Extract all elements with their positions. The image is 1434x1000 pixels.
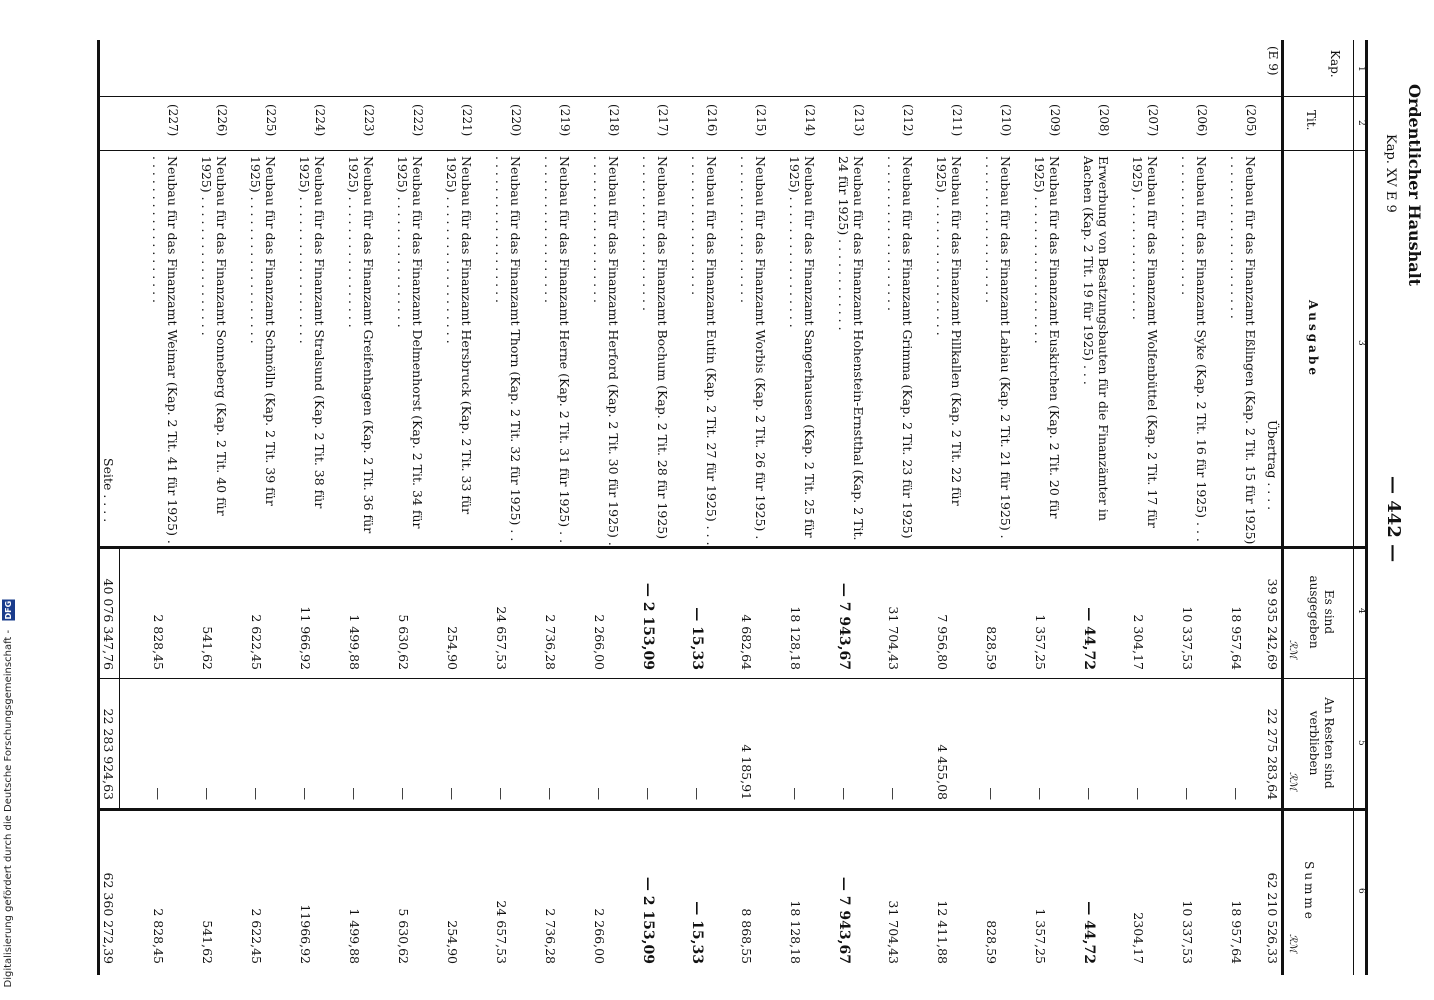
row-summe: 828,59 bbox=[984, 920, 999, 964]
row-description: Neubau für das Finanzamt Sonneberg (Kap. 2 Tit. 40 für 1925) . . . . . . . . . . . . . . . . . . bbox=[199, 156, 229, 516]
row-ausgegeben: — 44,72 bbox=[1081, 607, 1097, 670]
row-summe: 10 337,53 bbox=[1180, 900, 1195, 964]
column-number: 5 bbox=[1356, 740, 1366, 746]
row-description: Neubau für das Finanzamt Worbis (Kap. 2 Tit. 26 für 1925) . . . . . . . . . . . . . . . . . . . . bbox=[738, 156, 768, 540]
unit-label: ℛℳ bbox=[1287, 640, 1298, 659]
row-reste: — bbox=[886, 787, 901, 800]
row-description: Neubau für das Finanzamt Thorn (Kap. 2 Tit. 32 für 1925) . . . . . . . . . . . . . . . . . . . . . bbox=[493, 156, 523, 542]
row-summe: — 7 943,67 bbox=[836, 876, 852, 964]
row-description: Neubau für das Finanzamt Euskirchen (Kap. 2 Tit. 20 für 1925) . . . . . . . . . . . . . . . . . . . bbox=[1032, 156, 1062, 519]
row-description: Neubau für das Finanzamt Stralsund (Kap. 2 Tit. 38 für 1925) . . . . . . . . . . . . . . . . . . . bbox=[297, 156, 327, 509]
row-ausgegeben: 4 682,64 bbox=[739, 614, 754, 670]
row-reste: — bbox=[1229, 787, 1244, 800]
row-reste: — bbox=[200, 787, 215, 800]
row-description: Neubau für das Finanzamt Syke (Kap. 2 Tit. 16 für 1925) . . . . . . . . . . . . . . . . . . . . . bbox=[1179, 156, 1209, 542]
row-title-number: (210) bbox=[999, 104, 1013, 137]
row-reste: — bbox=[298, 787, 313, 800]
column-divider bbox=[100, 678, 1368, 679]
row-description: Neubau für das Finanzamt Herford (Kap. 2 Tit. 30 für 1925) . . . . . . . . . . . . . . . . . . . . bbox=[591, 156, 621, 546]
row-summe: 12 411,88 bbox=[935, 900, 950, 964]
row-ausgegeben: — 15,33 bbox=[689, 607, 705, 670]
row-title-number: (219) bbox=[558, 104, 572, 137]
row-description: Neubau für das Finanzamt Schmölln (Kap. 2 Tit. 39 für 1925) . . . . . . . . . . . . . . . . . . . bbox=[248, 156, 278, 506]
dfg-logo: DFG bbox=[4, 601, 13, 620]
row-description: Neubau für das Finanzamt Delmenhorst (Kap. 2 Tit. 34 für 1925) . . . . . . . . . . . . . . . . . bbox=[395, 156, 425, 529]
row-reste: — bbox=[837, 787, 852, 800]
row-description: Neubau für das Finanzamt Bochum (Kap. 2 Tit. 28 für 1925) . . . . . . . . . . . . . . . . . . . . bbox=[640, 156, 670, 540]
row-title-number: (208) bbox=[1097, 104, 1111, 137]
row-summe: 24 657,53 bbox=[494, 900, 509, 964]
header-subtitle: Kap. XV E 9 bbox=[1383, 134, 1398, 213]
row-reste: — bbox=[1131, 787, 1146, 800]
row-description: Neubau für das Finanzamt Eßlingen (Kap. 2 Tit. 15 für 1925) . . . . . . . . . . . . . . . . . . . . . bbox=[1228, 156, 1258, 545]
table-bottom-rule bbox=[97, 40, 100, 975]
row-title-number: (213) bbox=[852, 104, 866, 137]
seite-summe: 62 360 272,39 bbox=[101, 872, 116, 964]
row-summe: 2 736,28 bbox=[543, 908, 558, 964]
row-summe: — 15,33 bbox=[689, 901, 705, 964]
row-title-number: (227) bbox=[166, 104, 180, 137]
seite-rule bbox=[119, 546, 120, 808]
kap-label: (E 9) bbox=[1266, 46, 1280, 76]
table-top-rule bbox=[1365, 40, 1368, 975]
row-title-number: (225) bbox=[264, 104, 278, 137]
row-summe: 254,90 bbox=[445, 920, 460, 964]
row-reste: — bbox=[151, 787, 166, 800]
row-ausgegeben: 24 657,53 bbox=[494, 606, 509, 670]
row-description: Neubau für das Finanzamt Pillkallen (Kap. 2 Tit. 22 für 1925) . . . . . . . . . . . . . . . . . . bbox=[934, 156, 964, 506]
row-description: Neubau für das Finanzamt Hohenstein-Ernstthal (Kap. 2 Tit. 24 für 1925) . . . . . . . . . . . . bbox=[836, 156, 866, 541]
row-reste: 4 455,08 bbox=[935, 744, 950, 800]
row-title-number: (217) bbox=[656, 104, 670, 137]
row-reste: — bbox=[788, 787, 803, 800]
row-title-number: (218) bbox=[607, 104, 621, 137]
row-summe: 2 266,00 bbox=[592, 908, 607, 964]
row-description: Erwerbung von Besatzungsbauten für die Finanzämter in Aachen (Kap. 2 Tit. 19 für 1925) . . . bbox=[1081, 156, 1111, 521]
column-number: 6 bbox=[1356, 888, 1366, 894]
row-reste: — bbox=[984, 787, 999, 800]
row-ausgegeben: 2 622,45 bbox=[249, 614, 264, 670]
row-summe: 1 357,25 bbox=[1033, 908, 1048, 964]
row-ausgegeben: 2 266,00 bbox=[592, 614, 607, 670]
row-title-number: (209) bbox=[1048, 104, 1062, 137]
row-reste: — bbox=[641, 787, 656, 800]
row-summe: 18 128,18 bbox=[788, 900, 803, 964]
row-title-number: (212) bbox=[901, 104, 915, 137]
row-title-number: (206) bbox=[1195, 104, 1209, 137]
row-title-number: (222) bbox=[411, 104, 425, 137]
row-summe: 2304,17 bbox=[1131, 912, 1146, 964]
row-reste: — bbox=[347, 787, 362, 800]
row-reste: — bbox=[445, 787, 460, 800]
row-ausgegeben: 18 128,18 bbox=[788, 606, 803, 670]
row-title-number: (224) bbox=[313, 104, 327, 137]
column-number: 1 bbox=[1356, 66, 1366, 72]
row-description: Neubau für das Finanzamt Eutin (Kap. 2 Tit. 27 für 1925) . . . . . . . . . . . . . . . . . . . . . bbox=[689, 156, 719, 546]
row-ausgegeben: 11 966,92 bbox=[298, 606, 313, 670]
row-summe: 2 622,45 bbox=[249, 908, 264, 964]
row-reste: — bbox=[494, 787, 509, 800]
uebertrag-summe: 62 210 526,33 bbox=[1265, 872, 1280, 964]
column-divider bbox=[100, 808, 1368, 811]
seite-ausgegeben: 40 076 347,76 bbox=[101, 578, 116, 670]
row-title-number: (207) bbox=[1146, 104, 1160, 137]
row-ausgegeben: 2 736,28 bbox=[543, 614, 558, 670]
row-ausgegeben: — 7 943,67 bbox=[836, 582, 852, 670]
header-bottom-rule bbox=[1281, 40, 1284, 975]
seite-reste: 22 283 924,63 bbox=[101, 708, 116, 800]
row-title-number: (216) bbox=[705, 104, 719, 137]
header-reste: An Resten sind verblieben bbox=[1307, 697, 1336, 789]
row-description: Neubau für das Finanzamt Hersbruck (Kap. 2 Tit. 33 für 1925) . . . . . . . . . . . . . . . . . . . bbox=[444, 156, 474, 515]
column-divider bbox=[100, 150, 1368, 151]
row-title-number: (205) bbox=[1244, 104, 1258, 137]
row-reste: — bbox=[1180, 787, 1195, 800]
row-reste: — bbox=[396, 787, 411, 800]
row-reste: — bbox=[1033, 787, 1048, 800]
header-tit: Tit. bbox=[1304, 110, 1318, 131]
header-ausgabe: Ausgabe bbox=[1306, 300, 1320, 378]
row-reste: — bbox=[1082, 787, 1097, 800]
row-title-number: (221) bbox=[460, 104, 474, 137]
row-summe: 5 630,62 bbox=[396, 908, 411, 964]
seite-label: Seite . . . . bbox=[101, 458, 116, 523]
header-summe: Summe bbox=[1302, 861, 1316, 922]
row-ausgegeben: 2 828,45 bbox=[151, 614, 166, 670]
column-number: 3 bbox=[1356, 340, 1366, 346]
row-ausgegeben: — 2 153,09 bbox=[640, 582, 656, 670]
row-summe: 31 704,43 bbox=[886, 900, 901, 964]
row-ausgegeben: 828,59 bbox=[984, 626, 999, 670]
row-title-number: (214) bbox=[803, 104, 817, 137]
column-number: 4 bbox=[1356, 608, 1366, 614]
row-summe: — 44,72 bbox=[1081, 901, 1097, 964]
row-ausgegeben: 10 337,53 bbox=[1180, 606, 1195, 670]
row-summe: 541,62 bbox=[200, 920, 215, 964]
row-description: Neubau für das Finanzamt Sangerhausen (Kap. 2 Tit. 25 für 1925) . . . . . . . . . . . . . . . . . bbox=[787, 156, 817, 538]
unit-label: ℛℳ bbox=[1287, 772, 1298, 791]
row-summe: 2 828,45 bbox=[151, 908, 166, 964]
uebertrag-label: Übertrag . . . . bbox=[1265, 420, 1280, 511]
row-title-number: (226) bbox=[215, 104, 229, 137]
row-summe: 8 868,55 bbox=[739, 908, 754, 964]
row-description: Neubau für das Finanzamt Wolfenbüttel (Kap. 2 Tit. 17 für 1925) . . . . . . . . . . . . . . . . bbox=[1130, 156, 1160, 528]
column-divider bbox=[100, 546, 1368, 549]
uebertrag-ausgegeben: 39 935 242,69 bbox=[1265, 578, 1280, 670]
row-reste: — bbox=[249, 787, 264, 800]
column-divider bbox=[100, 96, 1368, 97]
row-description: Neubau für das Finanzamt Grimma (Kap. 2 Tit. 23 für 1925) . . . . . . . . . . . . . . . . . . . . bbox=[885, 156, 915, 539]
row-title-number: (211) bbox=[950, 104, 964, 137]
column-number-rule bbox=[1353, 40, 1354, 975]
page-number: — 442 — bbox=[1383, 476, 1404, 563]
row-title-number: (223) bbox=[362, 104, 376, 137]
row-summe: 1 499,88 bbox=[347, 908, 362, 964]
header-kap: Kap. bbox=[1328, 50, 1342, 78]
row-summe: — 2 153,09 bbox=[640, 876, 656, 964]
row-reste: — bbox=[690, 787, 705, 800]
row-summe: 11966,92 bbox=[298, 904, 313, 964]
row-ausgegeben: 18 957,64 bbox=[1229, 606, 1244, 670]
row-description: Neubau für das Finanzamt Weimar (Kap. 2 Tit. 41 für 1925) . . . . . . . . . . . . . . . . . . . . bbox=[150, 156, 180, 544]
row-ausgegeben: 7 956,80 bbox=[935, 614, 950, 670]
row-reste: 4 185,91 bbox=[739, 744, 754, 800]
row-ausgegeben: 254,90 bbox=[445, 626, 460, 670]
row-ausgegeben: 1 499,88 bbox=[347, 614, 362, 670]
row-description: Neubau für das Finanzamt Greifenhagen (Kap. 2 Tit. 36 für 1925) . . . . . . . . . . . . . . . . . bbox=[346, 156, 376, 534]
row-title-number: (215) bbox=[754, 104, 768, 137]
row-ausgegeben: 1 357,25 bbox=[1033, 614, 1048, 670]
row-ausgegeben: 541,62 bbox=[200, 626, 215, 670]
row-ausgegeben: 2 304,17 bbox=[1131, 614, 1146, 670]
row-reste: — bbox=[592, 787, 607, 800]
header-ausgegeben: Es sind ausgegeben bbox=[1307, 575, 1336, 649]
unit-label: ℛℳ bbox=[1287, 934, 1298, 953]
column-number: 2 bbox=[1356, 120, 1366, 126]
row-description: Neubau für das Finanzamt Herne (Kap. 2 Tit. 31 für 1925) . . . . . . . . . . . . . . . . . . . . . bbox=[542, 156, 572, 544]
row-description: Neubau für das Finanzamt Labiau (Kap. 2 Tit. 21 für 1925) . . . . . . . . . . . . . . . . . . . . bbox=[983, 156, 1013, 539]
row-ausgegeben: 31 704,43 bbox=[886, 606, 901, 670]
uebertrag-reste: 22 275 283,64 bbox=[1265, 708, 1280, 800]
row-reste: — bbox=[543, 787, 558, 800]
digitization-note: Digitalisierung gefördert durch die Deutsche Forschungsgemeinschaft - DFG bbox=[3, 601, 14, 988]
header-title: Ordentlicher Haushalt bbox=[1405, 84, 1424, 287]
row-ausgegeben: 5 630,62 bbox=[396, 614, 411, 670]
row-title-number: (220) bbox=[509, 104, 523, 137]
row-summe: 18 957,64 bbox=[1229, 900, 1244, 964]
